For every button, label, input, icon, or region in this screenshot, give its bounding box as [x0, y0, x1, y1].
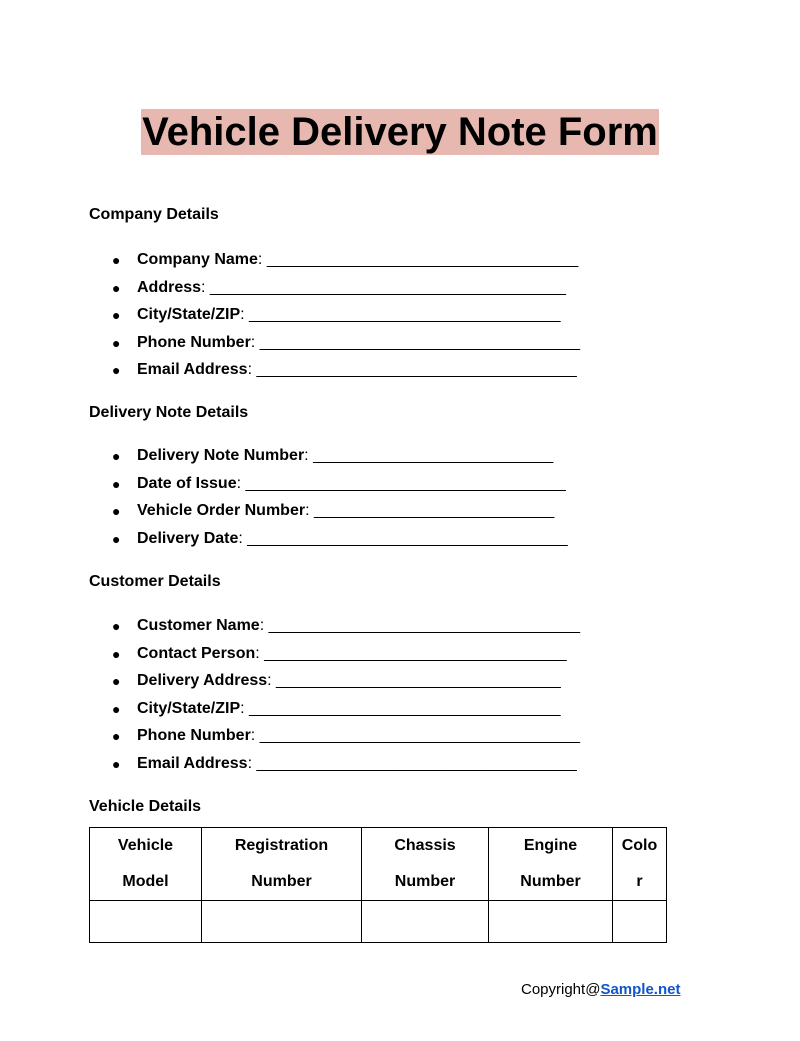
list-item — [89, 616, 580, 644]
field-line[interactable]: : ___________________________________ — [240, 306, 561, 323]
list-item — [89, 305, 580, 333]
column-header: Engine Number — [489, 828, 613, 901]
list-item — [89, 360, 580, 388]
table-cell[interactable] — [613, 901, 667, 943]
field-line[interactable]: : ___________________________________ — [240, 699, 561, 717]
list-item — [89, 644, 580, 672]
bullet-icon: ● — [112, 755, 121, 772]
field-line[interactable]: : ____________________________________ — [247, 754, 577, 772]
column-header: Colo r — [613, 828, 667, 901]
field-label: Vehicle Order Number — [137, 502, 306, 519]
field-label: Customer Name — [137, 617, 260, 634]
field-line[interactable]: : ___________________________________ — [259, 617, 581, 634]
vehicle-details-heading: Vehicle Details — [89, 798, 202, 815]
column-header: Chassis Number — [362, 828, 489, 901]
page-title: Vehicle Delivery Note Form — [142, 110, 658, 154]
bullet-icon: ● — [112, 362, 121, 378]
delivery-note-details-list — [89, 446, 568, 556]
table-cell[interactable] — [489, 901, 613, 943]
bullet-icon: ● — [112, 252, 121, 268]
field-label: Delivery Note Number — [137, 447, 305, 464]
field-label: Company Name — [137, 251, 258, 268]
field-line[interactable]: : ___________________________________ — [257, 251, 579, 268]
list-item — [89, 474, 568, 502]
list-item — [89, 446, 568, 474]
field-label: Email Address — [137, 361, 248, 378]
bullet-icon: ● — [112, 530, 121, 547]
bullet-icon: ● — [112, 279, 121, 296]
list-item — [89, 726, 580, 754]
list-item — [89, 501, 568, 529]
list-item — [89, 529, 568, 557]
copyright-footer — [521, 981, 680, 998]
customer-details-list — [89, 616, 580, 781]
field-label: Delivery Address — [137, 672, 268, 689]
sample-net-link[interactable]: Sample.net — [600, 981, 681, 998]
column-header: Registration Number — [202, 828, 362, 901]
copyright-text: Copyright@ — [521, 981, 601, 998]
list-item — [89, 754, 580, 782]
table-row — [90, 901, 667, 943]
customer-details-heading: Customer Details — [89, 573, 221, 590]
list-item — [89, 671, 580, 699]
field-label: City/State/ZIP — [137, 699, 241, 717]
field-line[interactable]: : ___________________________ — [304, 447, 554, 464]
field-label: Date of Issue — [137, 474, 237, 492]
field-line[interactable]: : ___________________________ — [305, 502, 555, 519]
table-cell[interactable] — [90, 901, 202, 943]
bullet-icon: ● — [112, 728, 121, 744]
field-label: Phone Number — [137, 727, 251, 744]
bullet-icon: ● — [112, 700, 121, 717]
field-line[interactable]: : ____________________________________ — [250, 727, 581, 744]
title-container — [0, 109, 800, 155]
bullet-icon: ● — [112, 645, 121, 662]
list-item — [89, 333, 580, 361]
vehicle-details-table — [89, 827, 667, 943]
list-item — [89, 250, 580, 278]
field-label: Contact Person — [137, 644, 256, 662]
field-line[interactable]: : ____________________________________ — [250, 333, 581, 351]
field-label: Address — [137, 278, 202, 296]
company-details-heading: Company Details — [89, 206, 219, 223]
column-header: Vehicle Model — [90, 828, 202, 901]
field-line[interactable]: : ________________________________________ — [201, 278, 566, 296]
field-label: Email Address — [137, 754, 248, 772]
field-line[interactable]: : ____________________________________ — [238, 529, 568, 547]
field-line[interactable]: : ____________________________________ — [247, 361, 577, 378]
field-line[interactable]: : ____________________________________ — [236, 474, 566, 492]
field-line[interactable]: : ________________________________ — [267, 672, 561, 689]
list-item — [89, 699, 580, 727]
bullet-icon: ● — [112, 307, 121, 323]
table-cell[interactable] — [362, 901, 489, 943]
bullet-icon: ● — [112, 448, 121, 464]
field-line[interactable]: : __________________________________ — [255, 644, 567, 662]
table-header-row — [90, 828, 667, 901]
field-label: City/State/ZIP — [137, 306, 241, 323]
field-label: Phone Number — [137, 333, 251, 351]
company-details-list — [89, 250, 580, 388]
bullet-icon: ● — [112, 475, 121, 492]
delivery-note-details-heading: Delivery Note Details — [89, 404, 249, 421]
field-label: Delivery Date — [137, 529, 239, 547]
bullet-icon: ● — [112, 334, 121, 351]
list-item — [89, 278, 580, 306]
table-cell[interactable] — [202, 901, 362, 943]
bullet-icon: ● — [112, 673, 121, 689]
bullet-icon: ● — [112, 618, 121, 634]
bullet-icon: ● — [112, 503, 121, 519]
